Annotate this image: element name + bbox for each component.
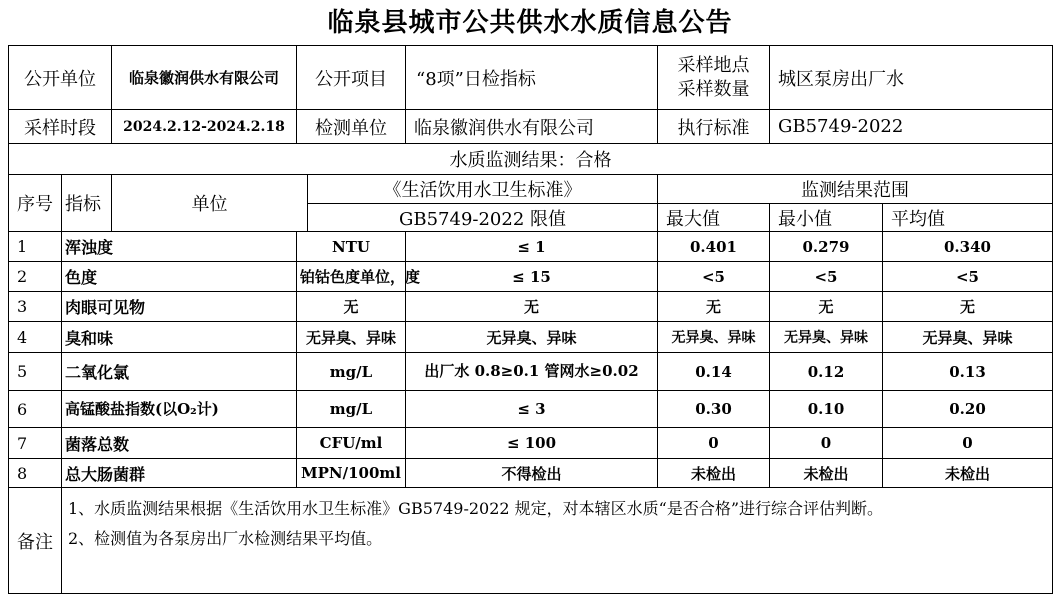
lab-label: 检测单位 xyxy=(297,110,406,144)
row-limit: 出厂水 0.8≥0.1 管网水≥0.02 xyxy=(406,353,658,391)
row-avg: 0.340 xyxy=(883,232,1053,262)
row-avg: 0 xyxy=(883,428,1053,459)
row-min: 未检出 xyxy=(770,459,883,488)
row-unit: mg/L xyxy=(297,353,406,391)
sampling-count-label: 采样数量 xyxy=(677,78,750,100)
row-number: 7 xyxy=(9,428,62,459)
table-row xyxy=(9,292,1053,322)
header-row-period xyxy=(9,110,1053,144)
row-limit: ≤ 3 xyxy=(406,391,658,428)
row-indicator: 总大肠菌群 xyxy=(62,459,297,488)
row-number: 2 xyxy=(9,262,62,292)
row-avg: <5 xyxy=(883,262,1053,292)
period-label: 采样时段 xyxy=(9,110,112,144)
notes-label: 备注 xyxy=(9,488,62,594)
page-title: 临泉县城市公共供水水质信息公告 xyxy=(327,8,733,38)
row-unit: mg/L xyxy=(297,391,406,428)
table-row xyxy=(9,428,1053,459)
col-range: 监测结果范围 xyxy=(658,175,1053,204)
row-indicator: 高锰酸盐指数(以O₂计) xyxy=(62,391,297,428)
row-avg: 未检出 xyxy=(883,459,1053,488)
col-unit: 单位 xyxy=(112,175,308,232)
header-row-publisher xyxy=(9,46,1053,110)
standard-value: GB5749-2022 xyxy=(770,110,1053,144)
row-unit: 无 xyxy=(297,292,406,322)
publisher-label: 公开单位 xyxy=(9,46,112,110)
column-header-row-1 xyxy=(9,175,1053,204)
row-avg: 无异臭、异味 xyxy=(883,322,1053,353)
row-limit: ≤ 100 xyxy=(406,428,658,459)
row-indicator: 菌落总数 xyxy=(62,428,297,459)
col-min: 最小值 xyxy=(770,204,883,232)
table-row xyxy=(9,459,1053,488)
col-max: 最大值 xyxy=(658,204,770,232)
row-limit: 无异臭、异味 xyxy=(406,322,658,353)
table-row xyxy=(9,262,1053,292)
row-max: <5 xyxy=(658,262,770,292)
table-row xyxy=(9,232,1053,262)
row-indicator: 二氧化氯 xyxy=(62,353,297,391)
row-indicator: 色度 xyxy=(62,262,297,292)
notes-text xyxy=(62,488,1053,594)
row-limit: 不得检出 xyxy=(406,459,658,488)
result-summary: 水质监测结果：合格 xyxy=(9,144,1053,175)
col-indicator: 指标 xyxy=(62,175,112,232)
row-min: 0.10 xyxy=(770,391,883,428)
col-avg: 平均值 xyxy=(883,204,1053,232)
row-max: 0.30 xyxy=(658,391,770,428)
row-min: 无异臭、异味 xyxy=(770,322,883,353)
row-avg: 无 xyxy=(883,292,1053,322)
row-unit: 无异臭、异味 xyxy=(297,322,406,353)
sampling-site-value: 城区泵房出厂水 xyxy=(770,46,1053,110)
row-min: 0.12 xyxy=(770,353,883,391)
row-min: <5 xyxy=(770,262,883,292)
row-max: 无异臭、异味 xyxy=(658,322,770,353)
row-number: 1 xyxy=(9,232,62,262)
row-min: 0 xyxy=(770,428,883,459)
row-indicator: 肉眼可见物 xyxy=(62,292,297,322)
row-min: 无 xyxy=(770,292,883,322)
row-unit: NTU xyxy=(297,232,406,262)
publisher-value: 临泉徽润供水有限公司 xyxy=(112,46,297,110)
row-number: 4 xyxy=(9,322,62,353)
row-indicator: 浑浊度 xyxy=(62,232,297,262)
row-avg: 0.13 xyxy=(883,353,1053,391)
table-row xyxy=(9,391,1053,428)
row-max: 0.14 xyxy=(658,353,770,391)
row-avg: 0.20 xyxy=(883,391,1053,428)
row-max: 未检出 xyxy=(658,459,770,488)
item-value: “8项”日检指标 xyxy=(406,46,658,110)
row-number: 8 xyxy=(9,459,62,488)
water-quality-table xyxy=(8,45,1053,594)
sampling-labels xyxy=(658,46,770,110)
row-unit: MPN/100ml xyxy=(297,459,406,488)
sampling-site-label: 采样地点 xyxy=(677,54,750,76)
result-row xyxy=(9,144,1053,175)
row-max: 无 xyxy=(658,292,770,322)
col-limit-line1: 《生活饮用水卫生标准》 xyxy=(308,175,658,204)
row-unit: CFU/ml xyxy=(297,428,406,459)
row-max: 0 xyxy=(658,428,770,459)
period-value: 2024.2.12-2024.2.18 xyxy=(112,110,297,144)
row-limit: ≤ 15 xyxy=(406,262,658,292)
row-number: 5 xyxy=(9,353,62,391)
row-max: 0.401 xyxy=(658,232,770,262)
lab-value: 临泉徽润供水有限公司 xyxy=(406,110,658,144)
table-row xyxy=(9,322,1053,353)
row-limit: 无 xyxy=(406,292,658,322)
row-limit: ≤ 1 xyxy=(406,232,658,262)
row-number: 6 xyxy=(9,391,62,428)
note-line-2: 2、检测值为各泵房出厂水检测结果平均值。 xyxy=(68,529,383,548)
note-line-1: 1、水质监测结果根据《生活饮用水卫生标准》GB5749-2022 规定，对本辖区水质“是否合格”进行综合评估判断。 xyxy=(68,499,884,518)
item-label: 公开项目 xyxy=(297,46,406,110)
standard-label: 执行标准 xyxy=(658,110,770,144)
table-row xyxy=(9,353,1053,391)
row-indicator: 臭和味 xyxy=(62,322,297,353)
row-min: 0.279 xyxy=(770,232,883,262)
row-number: 3 xyxy=(9,292,62,322)
col-seq: 序号 xyxy=(9,175,62,232)
notes-row xyxy=(9,488,1053,594)
col-limit-line2: GB5749-2022 限值 xyxy=(308,204,658,232)
row-unit: 铂钴色度单位，度 xyxy=(297,262,406,292)
